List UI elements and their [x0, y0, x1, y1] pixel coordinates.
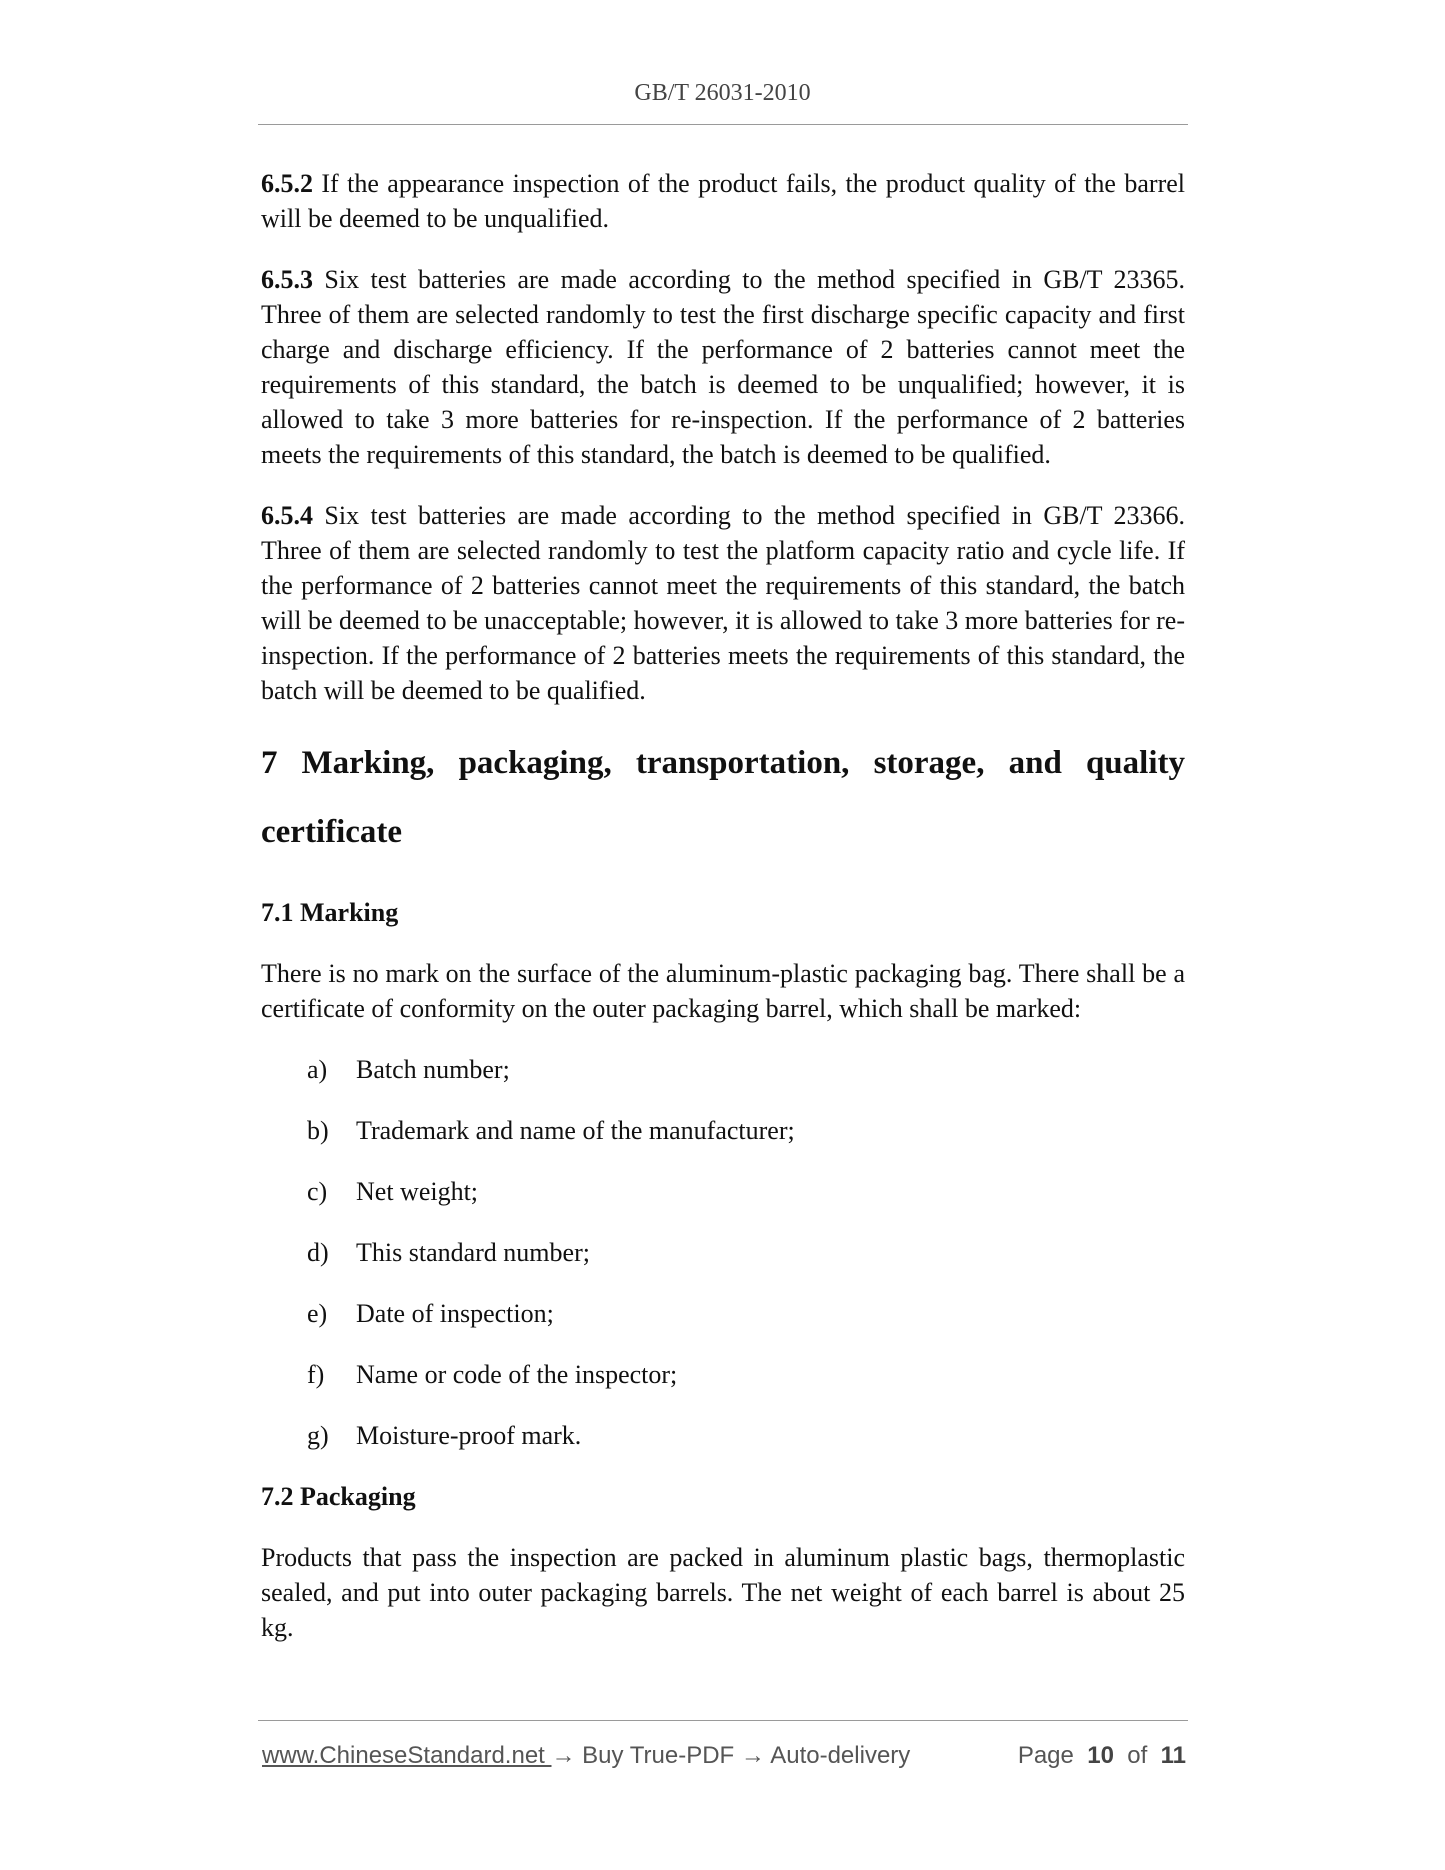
- section-7-1-intro: There is no mark on the surface of the aluminum-plastic packaging bag. There shall be a certificate of conformity on the outer packaging barrel, which shall be marked:: [261, 959, 1185, 1023]
- list-item: [261, 1052, 1185, 1087]
- list-marker: g): [307, 1421, 329, 1450]
- list-item: [261, 1296, 1185, 1331]
- auto-delivery-text: Auto-delivery: [764, 1742, 911, 1769]
- chapter-title-line1: Marking, packaging, transportation, storage, and quality: [301, 745, 1185, 781]
- chapter-number: 7: [261, 745, 278, 781]
- section-7-1-heading: 7.1 Marking: [261, 898, 399, 927]
- chapter-title-line2: certificate: [261, 814, 403, 850]
- footer-divider: [258, 1720, 1188, 1721]
- clause-number: 6.5.4: [261, 501, 313, 530]
- list-item: [261, 1235, 1185, 1270]
- section-7-2-heading: 7.2 Packaging: [261, 1482, 416, 1511]
- footer-promo: [262, 1742, 910, 1770]
- list-marker: f): [307, 1360, 325, 1389]
- list-item: [261, 1174, 1185, 1209]
- page-footer: [262, 1742, 1186, 1782]
- list-marker: d): [307, 1238, 329, 1267]
- clause-6-5-4: [261, 498, 1185, 708]
- list-item-text: Name or code of the inspector;: [356, 1360, 678, 1389]
- list-item-text: Moisture-proof mark.: [356, 1421, 582, 1450]
- current-page: 10: [1087, 1742, 1114, 1769]
- list-item-text: Trademark and name of the manufacturer;: [356, 1116, 795, 1145]
- document-header: GB/T 26031-2010: [634, 80, 811, 106]
- list-item-text: Net weight;: [356, 1177, 479, 1206]
- section-7-2-text: Products that pass the inspection are packed in aluminum plastic bags, thermoplastic sealed, and put into outer packaging barrels. The net weight of each barrel is about 25 kg.: [261, 1543, 1185, 1642]
- arrow-right-icon: →: [551, 1742, 576, 1769]
- chapter-7-heading: [261, 729, 1185, 798]
- list-marker: a): [307, 1055, 328, 1084]
- marking-list: [261, 1052, 1185, 1453]
- list-marker: b): [307, 1116, 329, 1145]
- clause-6-5-3: [261, 262, 1185, 472]
- list-item-text: Date of inspection;: [356, 1299, 554, 1328]
- list-marker: c): [307, 1177, 328, 1206]
- website-link[interactable]: www.ChineseStandard.net: [262, 1742, 552, 1769]
- buy-pdf-text: Buy True-PDF: [575, 1742, 741, 1769]
- list-item-text: This standard number;: [356, 1238, 590, 1267]
- list-marker: e): [307, 1299, 328, 1328]
- clause-6-5-2: [261, 166, 1185, 236]
- arrow-right-icon: →: [740, 1742, 765, 1769]
- total-pages: 11: [1160, 1742, 1186, 1769]
- of-label: of: [1127, 1742, 1148, 1769]
- document-body: [261, 166, 1185, 1645]
- list-item-text: Batch number;: [356, 1055, 510, 1084]
- list-item: [261, 1418, 1185, 1453]
- list-item: [261, 1113, 1185, 1148]
- clause-number: 6.5.3: [261, 265, 313, 294]
- header-divider: [258, 124, 1188, 125]
- clause-text: If the appearance inspection of the product fails, the product quality of the barrel will be deemed to be unqualified.: [261, 169, 1185, 233]
- clause-number: 6.5.2: [261, 169, 313, 198]
- clause-text: Six test batteries are made according to the method specified in GB/T 23366. Three of them are selected randomly to test the platform capacity ratio and cycle life. If the performance of 2 batteries cannot meet the requirements of this standard, the batch will be deemed to be unacceptable; however, it is allowed to take 3 more batteries for re-inspection. If the performance of 2 batteries meets the requirements of this standard, the batch will be deemed to be qualified.: [261, 501, 1185, 705]
- page-number: [1018, 1742, 1186, 1770]
- list-item: [261, 1357, 1185, 1392]
- clause-text: Six test batteries are made according to the method specified in GB/T 23365. Three of them are selected randomly to test the first discharge specific capacity and first charge and discharge efficiency. If the performance of 2 batteries cannot meet the requirements of this standard, the batch is deemed to be unqualified; however, it is allowed to take 3 more batteries for re-inspection. If the performance of 2 batteries meets the requirements of this standard, the batch is deemed to be qualified.: [261, 265, 1185, 469]
- page-label: Page: [1017, 1742, 1074, 1769]
